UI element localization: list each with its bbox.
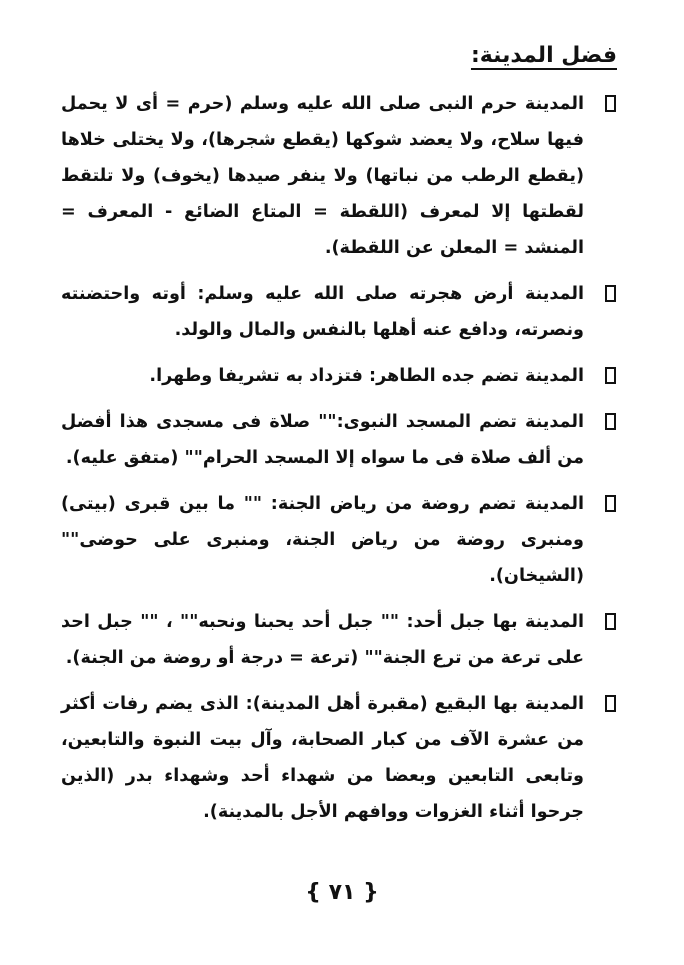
list-item <box>61 86 616 266</box>
list-item-text: المدينة بها جبل أحد: "" جبل أحد يحبنا ونحبه"" ، "" جبل احد على ترعة من ترع الجنة"" (ترعة = درجة أو روضة من الجنة). <box>61 612 584 668</box>
bullet-box-icon <box>605 413 616 430</box>
list-item <box>61 404 616 476</box>
section-heading: فضل المدينة: <box>470 43 617 68</box>
list-item-text: المدينة تضم روضة من رياض الجنة: "" ما بين قبرى (بيتى) ومنبرى روضة من رياض الجنة، ومنبرى على حوضى"" (الشيخان). <box>61 494 584 586</box>
bullet-box-icon <box>605 367 616 384</box>
merits-list <box>61 86 616 840</box>
bullet-box-icon <box>605 495 616 512</box>
list-item-text: المدينة تضم جده الطاهر: فتزداد به تشريفا وطهرا. <box>149 366 584 386</box>
list-item <box>61 686 616 830</box>
list-item <box>61 358 616 394</box>
bullet-box-icon <box>605 613 616 630</box>
bullet-box-icon <box>605 285 616 302</box>
list-item-text: المدينة بها البقيع (مقبرة أهل المدينة): الذى يضم رفات أكثر من عشرة الآف من كبار الصحابة، وآل بيت النبوة والتابعين، وتابعى التابعين وبعضا من شهداء أحد وشهداء بدر (الذين جرحوا أثناء الغزوات ووافهم الأجل بالمدينة). <box>61 694 584 822</box>
list-item <box>61 276 616 348</box>
page-number: { ٧١ } <box>305 880 379 905</box>
list-item <box>61 604 616 676</box>
list-item-text: المدينة أرض هجرته صلى الله عليه وسلم: أوته واحتضنته ونصرته، ودافع عنه أهلها بالنفس والمال والولد. <box>61 284 584 340</box>
list-item <box>61 486 616 594</box>
list-item-text: المدينة تضم المسجد النبوى:"" صلاة فى مسجدى هذا أفضل من ألف صلاة فى ما سواه إلا المسجد الحرام"" (متفق عليه). <box>61 412 584 468</box>
list-item-text: المدينة حرم النبى صلى الله عليه وسلم (حرم = أى لا يحمل فيها سلاح، ولا يعضد شوكها (يقطع شجرها)، ولا يختلى خلاها (يقطع الرطب من نباتها) ولا ينفر صيدها (يخوف) ولا تلتقط لقطتها إلا لمعرف (اللقطة = المتاع الضائع - المعرف = المنشد = المعلن عن اللقطة). <box>61 94 584 258</box>
bullet-box-icon <box>605 695 616 712</box>
bullet-box-icon <box>605 95 616 112</box>
